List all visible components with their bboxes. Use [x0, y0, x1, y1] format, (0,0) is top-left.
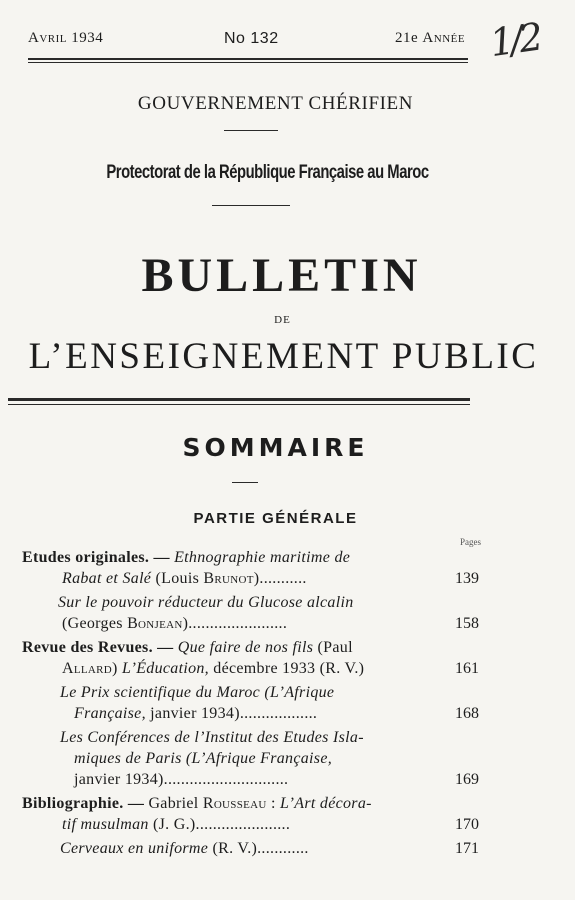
toc-text: Brunot [203, 570, 254, 587]
toc-entry-line [74, 750, 332, 768]
toc-entry-line [62, 660, 364, 678]
masthead-rule-thick [8, 398, 470, 401]
toc-entry-line [22, 795, 372, 813]
toc-text: Bibliographie. — [22, 795, 149, 812]
issue-date: Avril 1934 [28, 30, 104, 46]
header-rule-top [28, 58, 468, 60]
toc-entry-line [60, 729, 364, 747]
toc-page-number: 139 [455, 570, 479, 587]
toc-text: janvier 1934)............................. [74, 771, 289, 788]
toc-text: : [266, 795, 281, 812]
toc-text: (R. V.)............ [208, 840, 309, 857]
toc-entry-line [74, 705, 317, 723]
toc-text: Rabat et Salé [62, 570, 152, 587]
toc-entry-line [62, 816, 290, 834]
toc-text: miques de Paris (L’Afrique Française, [74, 750, 333, 767]
bulletin-title: BULLETIN [141, 249, 422, 302]
toc-text: )....................... [182, 615, 288, 632]
toc-entry-line [58, 594, 354, 612]
toc-page-number: 161 [455, 660, 479, 677]
divider-short-1 [224, 130, 278, 131]
toc-text: (Louis [151, 570, 204, 587]
summary-heading: SOMMAIRE [182, 433, 369, 462]
issue-year-number: 21e [395, 30, 419, 46]
government-heading: GOUVERNEMENT CHÉRIFIEN [137, 93, 414, 114]
toc-entry-line [60, 684, 334, 702]
toc-text: Ethnographie maritime de [174, 549, 351, 566]
divider-short-2 [212, 205, 290, 206]
toc-page-number: 158 [455, 615, 479, 632]
toc-text: Allard [62, 660, 113, 677]
toc-text: Le Prix scientifique du Maroc (L’Afrique [60, 684, 335, 701]
toc-entry-line [62, 570, 307, 588]
section-heading: PARTIE GÉNÉRALE [193, 510, 358, 527]
toc-text: janvier 1934).................. [145, 705, 318, 722]
toc-text: décembre 1933 (R. V.) [208, 660, 365, 677]
toc-text: ) [112, 660, 122, 677]
issue-number: No 132 [224, 30, 279, 47]
toc-text: Cerveaux en uniforme [60, 840, 209, 857]
handwritten-annotation: 1/2 [487, 14, 542, 66]
protectorate-heading: Protectorat de la République Française au Maroc [106, 162, 429, 183]
toc-text: (Paul [313, 639, 353, 656]
toc-text: )........... [253, 570, 307, 587]
issue-year-word: Année [422, 30, 466, 46]
toc-page-number: 171 [455, 840, 479, 857]
bulletin-subtitle: L’ENSEIGNEMENT PUBLIC [28, 336, 539, 377]
toc-text: L’Art décora- [280, 795, 372, 812]
toc-entry-line [22, 639, 353, 657]
toc-text: Française, [74, 705, 146, 722]
pages-column-label: Pages [460, 537, 481, 547]
toc-text: Que faire de nos fils [177, 639, 314, 656]
header-rule-bottom [28, 62, 468, 63]
toc-entry-line [74, 771, 288, 789]
masthead-rule-thin [8, 404, 470, 405]
toc-text: Bonjean [127, 615, 183, 632]
toc-text: (Georges [62, 615, 128, 632]
issue-year [395, 30, 465, 47]
toc-text: L’Éducation, [121, 660, 209, 677]
toc-text: tif musulman [62, 816, 149, 833]
toc-entry-line [60, 840, 309, 858]
toc-entry-line [22, 549, 350, 567]
toc-text: Revue des Revues. — [22, 639, 178, 656]
toc-text: Rousseau [202, 795, 267, 812]
toc-text: Etudes originales. — [22, 549, 175, 566]
toc-page-number: 169 [455, 771, 479, 788]
toc-text: (J. G.)...................... [148, 816, 291, 833]
divider-short-3 [232, 482, 258, 483]
toc-page-number: 170 [455, 816, 479, 833]
toc-entry-line [62, 615, 287, 633]
toc-page-number: 168 [455, 705, 479, 722]
toc-text: Les Conférences de l’Institut des Etudes Isla- [60, 729, 364, 746]
bulletin-title-de: DE [274, 314, 291, 326]
toc-text: Gabriel [148, 795, 203, 812]
toc-text: Sur le pouvoir réducteur du Glucose alcalin [58, 594, 354, 611]
